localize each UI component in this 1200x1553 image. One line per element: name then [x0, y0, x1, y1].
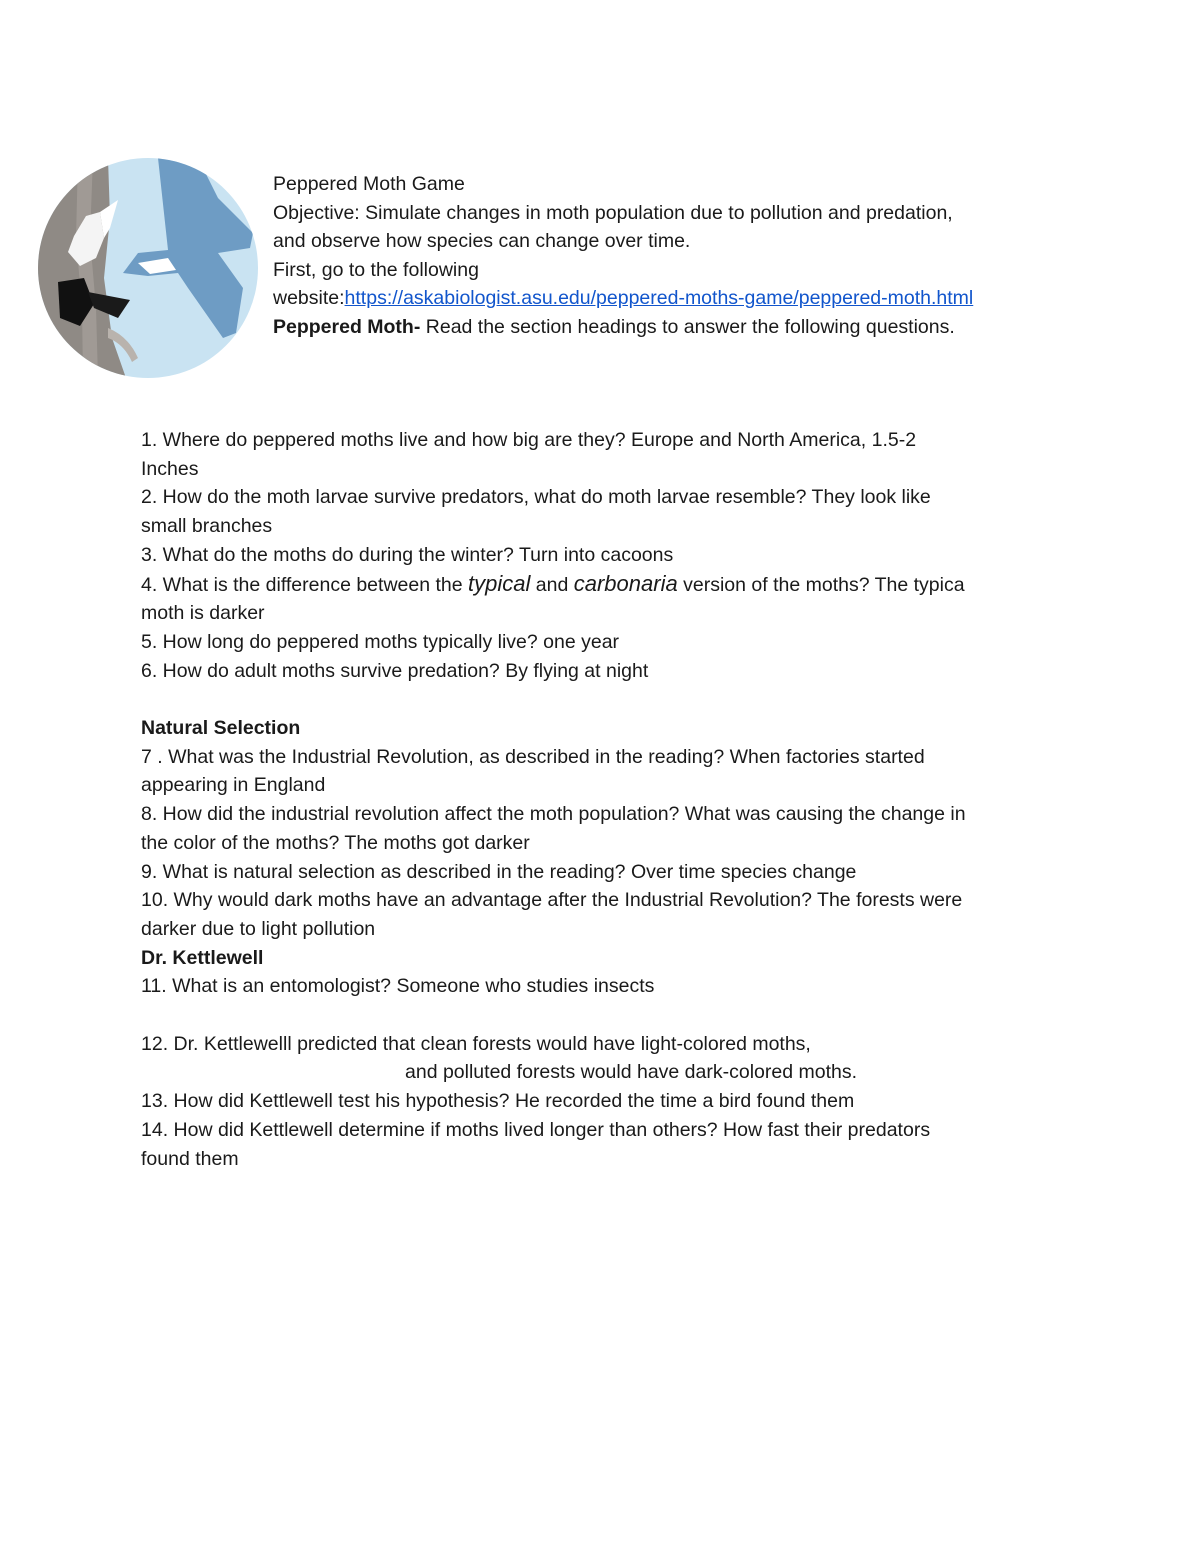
typical-term: typical	[468, 570, 531, 596]
section-label: Peppered Moth-	[273, 315, 421, 338]
carbonaria-term: carbonaria	[573, 570, 678, 596]
peppered-moth-logo	[38, 158, 258, 378]
question-14-cont: found them	[141, 1147, 239, 1170]
question-4-text: 4. What is the difference between the	[141, 573, 469, 596]
question-6: 6. How do adult moths survive predation? By flying at night	[141, 659, 649, 682]
question-8: 8. How did the industrial revolution affect the moth population? What was causing the change in	[141, 803, 966, 826]
question-1-cont: Inches	[141, 457, 199, 480]
question-4	[141, 570, 1071, 600]
question-7: 7 . What was the Industrial Revolution, as described in the reading? When factories started	[141, 745, 925, 768]
question-13: 13. How did Kettlewell test his hypothesis? He recorded the time a bird found them	[141, 1090, 855, 1113]
question-8-cont: the color of the moths? The moths got darker	[141, 831, 530, 854]
question-12: 12. Dr. Kettlewelll predicted that clean forests would have light-colored moths,	[141, 1032, 811, 1055]
question-9: 9. What is natural selection as described in the reading? Over time species change	[141, 860, 857, 883]
question-4-cont: moth is darker	[141, 602, 265, 625]
question-11: 11. What is an entomologist? Someone who studies insects	[141, 975, 655, 998]
objective-line-2: and observe how species can change over time.	[273, 230, 691, 253]
question-14: 14. How did Kettlewell determine if moths lived longer than others? How fast their predators	[141, 1118, 931, 1141]
question-5: 5. How long do peppered moths typically live? one year	[141, 630, 620, 653]
kettlewell-heading: Dr. Kettlewell	[141, 946, 264, 969]
section-instruction	[273, 313, 1073, 342]
header-block	[273, 170, 1073, 342]
question-4-answer: version of the moths? The typica	[677, 573, 965, 596]
question-2: 2. How do the moth larvae survive predators, what do moth larvae resemble? They look like	[141, 486, 931, 509]
question-2-cont: small branches	[141, 515, 273, 538]
question-4-and: and	[530, 573, 574, 596]
objective-line-1: Objective: Simulate changes in moth population due to pollution and predation,	[273, 201, 953, 224]
spacer	[141, 685, 1071, 714]
question-10: 10. Why would dark moths have an advantage after the Industrial Revolution? The forests were	[141, 889, 963, 912]
question-3: 3. What do the moths do during the winter? Turn into cacoons	[141, 543, 674, 566]
question-12-cont: and polluted forests would have dark-colored moths.	[405, 1061, 858, 1084]
question-7-cont: appearing in England	[141, 774, 326, 797]
website-line	[273, 284, 1073, 313]
website-label: website:	[273, 287, 345, 310]
spacer	[141, 1001, 1071, 1030]
question-10-cont: darker due to light pollution	[141, 917, 376, 940]
website-link[interactable]: https://askabiologist.asu.edu/peppered-moths-game/peppered-moth.html	[344, 287, 974, 310]
question-1: 1. Where do peppered moths live and how big are they? Europe and North America, 1.5-2	[141, 429, 917, 451]
instruction-line: First, go to the following	[273, 258, 479, 281]
natural-selection-heading: Natural Selection	[141, 717, 301, 740]
page-title: Peppered Moth Game	[273, 173, 465, 195]
questions-body	[141, 426, 1071, 1173]
section-text: Read the section headings to answer the following questions.	[420, 315, 955, 338]
